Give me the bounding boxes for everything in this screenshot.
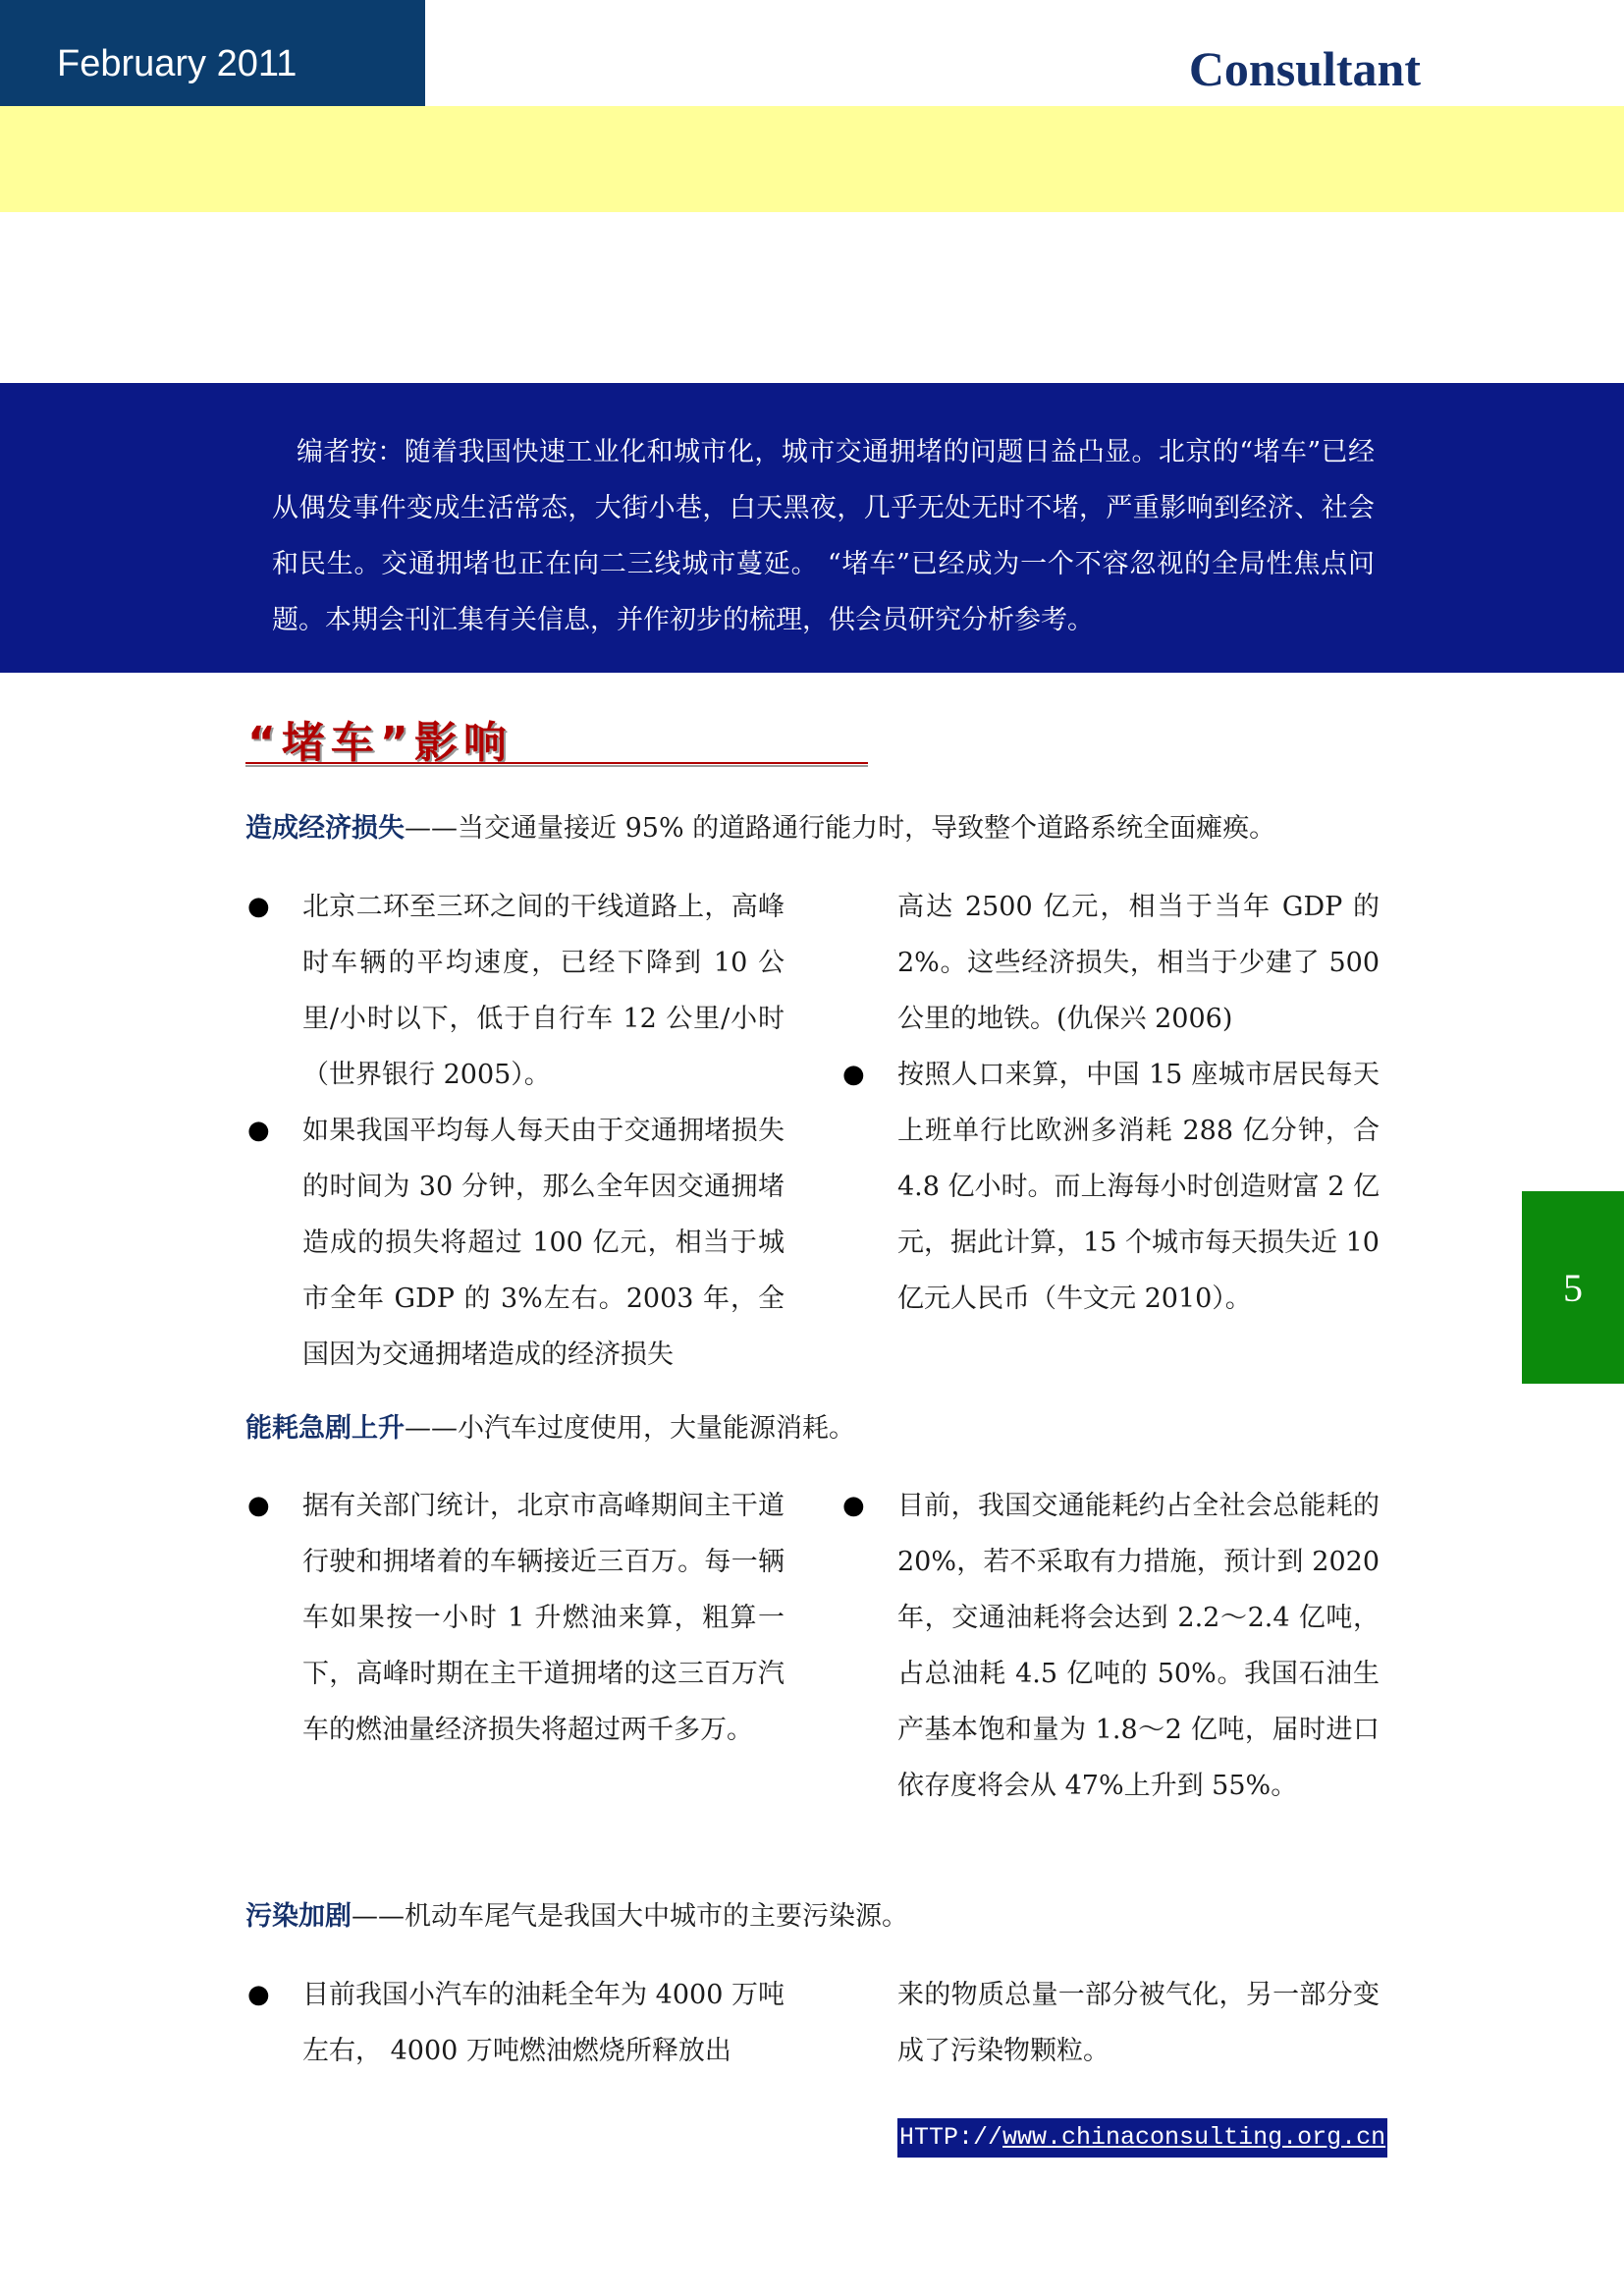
- list-item: ● 目前，我国交通能耗约占全社会总能耗的 20%，若不采取有力措施，预计到 2020 年，交通油耗将会达到 2.2～2.4 亿吨，占总油耗 4.5 亿吨的 50%。我国石油生产基本饱和量为 1.8～2 亿吨，届时进口依存度将会从 47%上升到 55%。: [842, 1478, 1380, 1814]
- list-item-continued: 高达 2500 亿元，相当于当年 GDP 的 2%。这些经济损失，相当于少建了 500 公里的地铁。(仇保兴 2006): [897, 892, 1380, 1034]
- list-item-continued: 来的物质总量一部分被气化，另一部分变成了污染物颗粒。: [897, 1980, 1380, 2066]
- topic-lead: ——当交通量接近 95% 的道路通行能力时，导致整个道路系统全面瘫痪。: [405, 813, 1276, 844]
- topic-energy-left-column: [247, 1478, 785, 1758]
- list-item: ● 目前我国小汽车的油耗全年为 4000 万吨左右， 4000 万吨燃油燃烧所释放出: [247, 1967, 785, 2079]
- topic-keyword: 造成经济损失: [245, 813, 405, 844]
- topic-pollution-left-column: [247, 1967, 785, 2079]
- issue-date: February 2011: [57, 43, 298, 84]
- topic-keyword: 污染加剧: [245, 1901, 352, 1932]
- publication-title: Consultant: [1188, 41, 1421, 96]
- list-item: ● 按照人口来算，中国 15 座城市居民每天上班单行比欧洲多消耗 288 亿分钟，合 4.8 亿小时。而上海每小时创造财富 2 亿元，据此计算，15 个城市每天损失近 10 亿元人民币（牛文元 2010）。: [842, 1047, 1380, 1327]
- topic-lead: ——机动车尾气是我国大中城市的主要污染源。: [352, 1901, 908, 1932]
- topic-lead: ——小汽车过度使用，大量能源消耗。: [405, 1413, 855, 1444]
- topic-pollution-right-column: [842, 1967, 1380, 2079]
- website-link[interactable]: [897, 2118, 1387, 2158]
- editor-note-box: [0, 383, 1624, 673]
- topic-energy-consumption: [245, 1409, 1375, 1449]
- issue-date-banner: [0, 0, 425, 106]
- url-prefix: HTTP://: [899, 2123, 1003, 2152]
- editor-note-text: 编者按：随着我国快速工业化和城市化，城市交通拥堵的问题日益凸显。北京的“堵车”已经从偶发事件变成生活常态，大街小巷，白天黑夜，几乎无处无时不堵，严重影响到经济、社会和民生。交通拥堵也正在向二三线城市蔓延。 “堵车”已经成为一个不容忽视的全局性焦点问题。本期会刊汇集有关信息，并作初步的梳理，供会员研究分析参考。: [272, 437, 1375, 635]
- topic-pollution: [245, 1897, 1375, 1937]
- topic-economic-loss-left-column: [247, 879, 785, 1383]
- page-number: 5: [1563, 1265, 1583, 1310]
- section-title: “堵车”影响: [247, 718, 513, 768]
- page-number-tab: [1522, 1191, 1624, 1384]
- header-band: [0, 106, 1624, 212]
- topic-energy-right-column: [842, 1478, 1380, 1814]
- topic-economic-loss-right-column: [842, 879, 1380, 1327]
- url-domain[interactable]: www.chinaconsulting.org.cn: [1002, 2123, 1386, 2152]
- topic-economic-loss: [245, 809, 1375, 848]
- list-item: ● 据有关部门统计，北京市高峰期间主干道行驶和拥堵着的车辆接近三百万。每一辆车如果按一小时 1 升燃油来算，粗算一下，高峰时期在主干道拥堵的这三百万汽车的燃油量经济损失将超过两千多万。: [247, 1478, 785, 1758]
- list-item: ● 北京二环至三环之间的干线道路上，高峰时车辆的平均速度，已经下降到 10 公里/小时以下，低于自行车 12 公里/小时（世界银行 2005）。: [247, 879, 785, 1103]
- section-title-underline: [245, 762, 868, 764]
- topic-keyword: 能耗急剧上升: [245, 1413, 405, 1444]
- list-item: ● 如果我国平均每人每天由于交通拥堵损失的时间为 30 分钟，那么全年因交通拥堵造成的损失将超过 100 亿元，相当于城市全年 GDP 的 3%左右。2003 年，全国因为交通拥堵造成的经济损失: [247, 1103, 785, 1383]
